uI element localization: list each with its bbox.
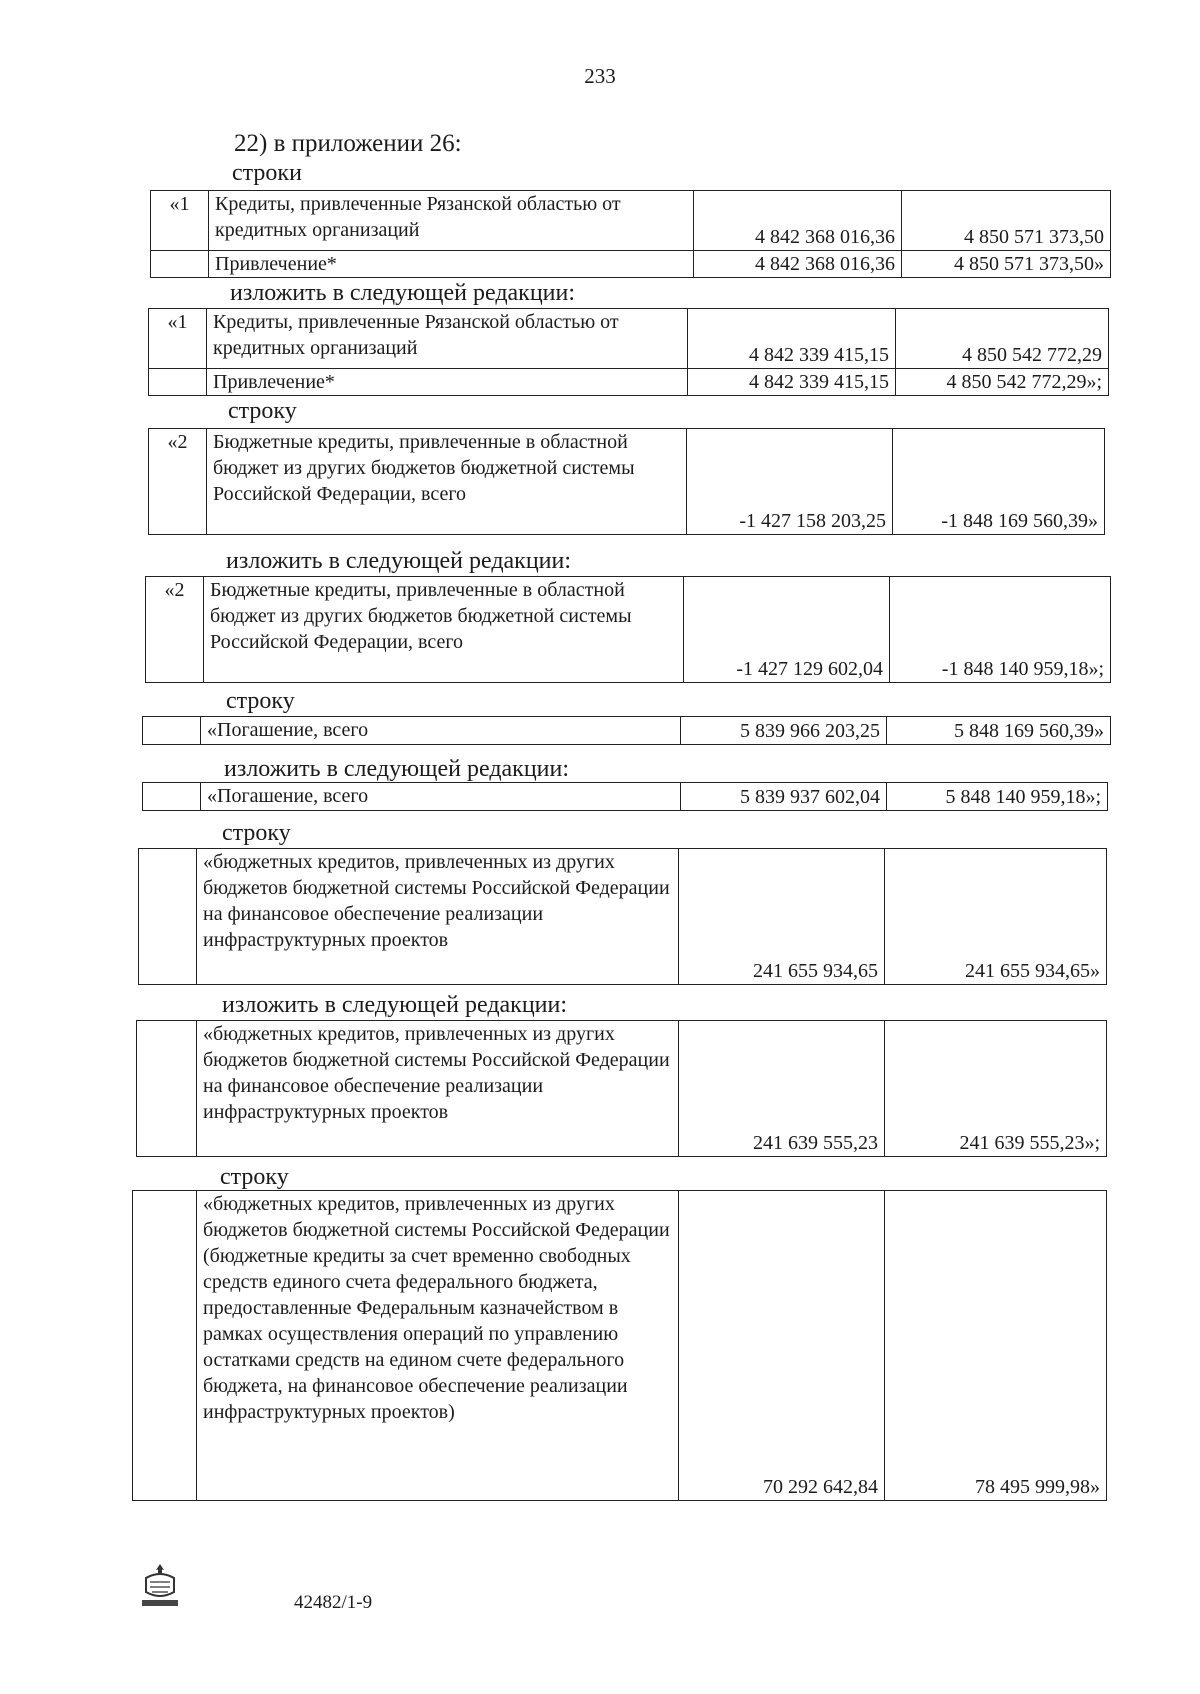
section-heading: 22) в приложении 26: xyxy=(234,130,462,157)
value-col-1: 4 842 339 415,15 xyxy=(688,309,896,369)
row-text: Бюджетные кредиты, привлеченные в областной бюджет из других бюджетов бюджетной системы Российской Федерации, всего xyxy=(207,429,687,535)
value-col-2: 4 850 571 373,50 xyxy=(902,191,1111,251)
row-number: «2 xyxy=(149,429,207,535)
table-row xyxy=(151,191,1111,251)
label-new-edition: изложить в следующей редакции: xyxy=(224,756,570,782)
label-new-edition: изложить в следующей редакции: xyxy=(226,548,572,574)
value-col-1: 4 842 368 016,36 xyxy=(694,251,902,278)
value-col-1: -1 427 158 203,25 xyxy=(687,429,893,535)
table-row xyxy=(133,1191,1107,1501)
value-col-2: 4 850 542 772,29 xyxy=(896,309,1109,369)
value-col-1: 5 839 937 602,04 xyxy=(681,783,887,811)
table-old-budget-credits xyxy=(148,428,1105,535)
page-number: 233 xyxy=(584,64,616,88)
row-text: «бюджетных кредитов, привлеченных из других бюджетов бюджетной системы Российской Федерации на финансовое обеспечение реализации инфраструктурных проектов xyxy=(197,849,679,985)
label-row: строку xyxy=(228,398,297,424)
value-col-2: 241 639 555,23»; xyxy=(885,1021,1107,1157)
table-row xyxy=(149,369,1109,396)
row-number xyxy=(151,251,209,278)
table-new-budget-credits xyxy=(145,576,1111,683)
label-row: строку xyxy=(222,820,291,846)
value-col-1: -1 427 129 602,04 xyxy=(684,577,890,683)
table-new-credits xyxy=(148,308,1109,396)
value-col-1: 70 292 642,84 xyxy=(679,1191,885,1501)
row-text: Кредиты, привлеченные Рязанской областью от кредитных организаций xyxy=(209,191,694,251)
row-text: Бюджетные кредиты, привлеченные в областной бюджет из других бюджетов бюджетной системы Российской Федерации, всего xyxy=(204,577,684,683)
row-text: Привлечение* xyxy=(207,369,688,396)
table-row xyxy=(149,309,1109,369)
value-col-2: 4 850 542 772,29»; xyxy=(896,369,1109,396)
row-number xyxy=(143,783,201,811)
row-text: «Погашение, всего xyxy=(201,783,681,811)
label-row: строку xyxy=(220,1164,289,1190)
document-code: 42482/1-9 xyxy=(294,1592,373,1613)
table-old-infrastructure xyxy=(138,848,1107,985)
row-number xyxy=(133,1191,197,1501)
value-col-2: -1 848 140 959,18»; xyxy=(890,577,1111,683)
value-col-2: 5 848 169 560,39» xyxy=(887,717,1111,745)
table-row xyxy=(143,783,1108,811)
label-new-edition: изложить в следующей редакции: xyxy=(222,992,568,1018)
row-number: «2 xyxy=(146,577,204,683)
row-text: «Погашение, всего xyxy=(201,717,681,745)
value-col-2: 78 495 999,98» xyxy=(885,1191,1107,1501)
value-col-2: 4 850 571 373,50» xyxy=(902,251,1111,278)
table-treasury-credits xyxy=(132,1190,1107,1501)
table-row xyxy=(149,429,1105,535)
table-row xyxy=(151,251,1111,278)
value-col-2: 5 848 140 959,18»; xyxy=(887,783,1108,811)
row-number: «1 xyxy=(151,191,209,251)
table-new-repayment xyxy=(142,782,1108,811)
row-number xyxy=(143,717,201,745)
table-old-repayment xyxy=(142,716,1111,745)
label-row: строку xyxy=(226,688,295,714)
table-row xyxy=(146,577,1111,683)
row-text: Кредиты, привлеченные Рязанской областью от кредитных организаций xyxy=(207,309,688,369)
value-col-1: 4 842 339 415,15 xyxy=(688,369,896,396)
value-col-2: -1 848 169 560,39» xyxy=(893,429,1105,535)
table-row xyxy=(137,1021,1107,1157)
table-old-credits xyxy=(150,190,1111,278)
label-rows: строки xyxy=(232,160,302,186)
label-new-edition: изложить в следующей редакции: xyxy=(230,280,576,306)
value-col-1: 241 639 555,23 xyxy=(679,1021,885,1157)
row-text: Привлечение* xyxy=(209,251,694,278)
table-row xyxy=(143,717,1111,745)
value-col-1: 241 655 934,65 xyxy=(679,849,885,985)
row-number xyxy=(137,1021,197,1157)
row-number xyxy=(149,369,207,396)
row-number xyxy=(139,849,197,985)
value-col-1: 4 842 368 016,36 xyxy=(694,191,902,251)
emblem-icon xyxy=(138,1560,182,1610)
row-number: «1 xyxy=(149,309,207,369)
value-col-2: 241 655 934,65» xyxy=(885,849,1107,985)
row-text: «бюджетных кредитов, привлеченных из других бюджетов бюджетной системы Российской Федерации (бюджетные кредиты за счет временно свободных средств единого счета федерального бюджета, предоставленные Федеральным казначейством в рамках осуществления операций по управлению остатками средств на едином счете федерального бюджета, на финансовое обеспечение реализации инфраструктурных проектов) xyxy=(197,1191,679,1501)
table-row xyxy=(139,849,1107,985)
table-new-infrastructure xyxy=(136,1020,1107,1157)
row-text: «бюджетных кредитов, привлеченных из других бюджетов бюджетной системы Российской Федерации на финансовое обеспечение реализации инфраструктурных проектов xyxy=(197,1021,679,1157)
value-col-1: 5 839 966 203,25 xyxy=(681,717,887,745)
